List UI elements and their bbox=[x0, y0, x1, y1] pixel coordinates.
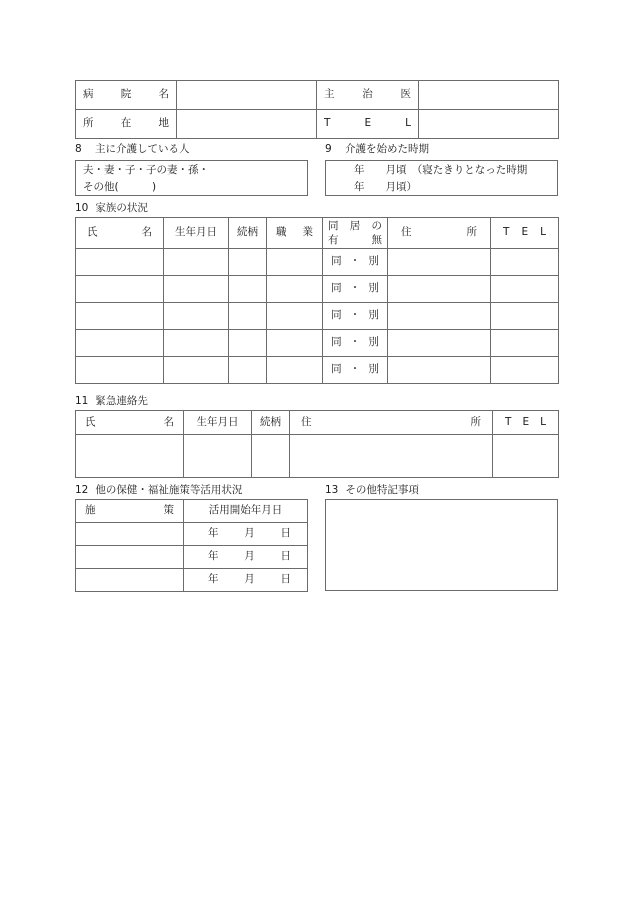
cohabit-option-separator: ・ bbox=[349, 336, 361, 349]
table-row bbox=[76, 303, 559, 330]
family-name-cell[interactable] bbox=[76, 303, 164, 330]
label-char: 所 bbox=[466, 226, 477, 239]
label-char: T bbox=[503, 226, 510, 239]
hospital-address-label bbox=[76, 110, 177, 139]
cohabit-option-together[interactable]: 同 bbox=[331, 282, 342, 295]
label-char: 院 bbox=[120, 88, 132, 101]
family-birthdate-cell[interactable] bbox=[164, 303, 229, 330]
family-cohabitation-cell[interactable] bbox=[323, 276, 388, 303]
hospital-name-field[interactable] bbox=[177, 81, 317, 110]
family-relation-cell[interactable] bbox=[229, 330, 267, 357]
family-tel-cell[interactable] bbox=[491, 303, 559, 330]
label-char: 施 bbox=[85, 504, 96, 517]
cohabit-option-separator: ・ bbox=[349, 309, 361, 322]
family-relation-cell[interactable] bbox=[229, 303, 267, 330]
cohabit-option-separate[interactable]: 別 bbox=[368, 363, 379, 376]
section-11-title: 緊急連絡先 bbox=[95, 395, 148, 407]
table-row bbox=[76, 523, 308, 546]
attending-doctor-field[interactable] bbox=[419, 81, 559, 110]
col-header-job bbox=[267, 218, 323, 249]
cohabit-option-together[interactable]: 同 bbox=[331, 309, 342, 322]
date-month-label: 月 bbox=[244, 550, 255, 563]
section-9-heading bbox=[325, 144, 429, 155]
emergency-address-cell[interactable] bbox=[290, 435, 493, 478]
label-char: E bbox=[522, 415, 530, 428]
section-13-title: その他特記事項 bbox=[345, 484, 419, 496]
label-char: 有 bbox=[328, 234, 339, 246]
col-header-tel bbox=[491, 218, 559, 249]
col-header-birthdate: 生年月日 bbox=[184, 411, 252, 435]
cohabit-option-separator: ・ bbox=[349, 363, 361, 376]
section-8-heading bbox=[75, 144, 190, 155]
table-row bbox=[76, 330, 559, 357]
family-name-cell[interactable] bbox=[76, 330, 164, 357]
col-header-address bbox=[388, 218, 491, 249]
family-cohabitation-cell[interactable] bbox=[323, 330, 388, 357]
family-job-cell[interactable] bbox=[267, 357, 323, 384]
section-8-number: 8 bbox=[75, 143, 82, 155]
label-char: 名 bbox=[163, 415, 174, 428]
col-header-name bbox=[76, 411, 184, 435]
table-row bbox=[76, 249, 559, 276]
col-header-birthdate: 生年月日 bbox=[164, 218, 229, 249]
label-char: E bbox=[521, 226, 529, 239]
label-char: 住 bbox=[401, 226, 412, 239]
family-tel-cell[interactable] bbox=[491, 330, 559, 357]
family-job-cell[interactable] bbox=[267, 330, 323, 357]
cohabit-option-separate[interactable]: 別 bbox=[368, 282, 379, 295]
family-address-cell[interactable] bbox=[388, 276, 491, 303]
section-11-heading bbox=[75, 396, 148, 407]
family-relation-cell[interactable] bbox=[229, 249, 267, 276]
family-name-cell[interactable] bbox=[76, 276, 164, 303]
col-header-tel bbox=[493, 411, 559, 435]
section-12-title: 他の保健・福祉施策等活用状況 bbox=[95, 484, 243, 496]
label-char: L bbox=[540, 415, 546, 428]
col-header-relation: 続柄 bbox=[252, 411, 290, 435]
family-status-table bbox=[75, 217, 559, 384]
cohabit-option-together[interactable]: 同 bbox=[331, 363, 342, 376]
table-row bbox=[76, 81, 559, 110]
hospital-name-label bbox=[76, 81, 177, 110]
label-char: 主 bbox=[324, 88, 335, 101]
cohabit-option-together[interactable]: 同 bbox=[331, 336, 342, 349]
family-relation-cell[interactable] bbox=[229, 357, 267, 384]
section-8-box[interactable] bbox=[75, 160, 308, 196]
date-day-label: 日 bbox=[280, 550, 291, 563]
hospital-info-table bbox=[75, 80, 559, 139]
section-8-line2: その他( ) bbox=[83, 181, 157, 193]
family-tel-cell[interactable] bbox=[491, 276, 559, 303]
family-address-cell[interactable] bbox=[388, 303, 491, 330]
family-relation-cell[interactable] bbox=[229, 276, 267, 303]
section-8-line1: 夫・妻・子・子の妻・孫・ bbox=[83, 164, 209, 176]
family-tel-cell[interactable] bbox=[491, 357, 559, 384]
cohabit-option-separate[interactable]: 別 bbox=[368, 336, 379, 349]
family-address-cell[interactable] bbox=[388, 357, 491, 384]
cohabit-option-together[interactable]: 同 bbox=[331, 255, 342, 268]
col-header-name bbox=[76, 218, 164, 249]
family-name-cell[interactable] bbox=[76, 249, 164, 276]
section-9-number: 9 bbox=[325, 143, 332, 155]
measure-start-date-cell[interactable] bbox=[184, 546, 308, 569]
emergency-relation-cell[interactable] bbox=[252, 435, 290, 478]
table-header-row bbox=[76, 411, 559, 435]
family-job-cell[interactable] bbox=[267, 276, 323, 303]
family-birthdate-cell[interactable] bbox=[164, 249, 229, 276]
table-row bbox=[76, 276, 559, 303]
measure-start-date-cell[interactable] bbox=[184, 569, 308, 592]
family-birthdate-cell[interactable] bbox=[164, 276, 229, 303]
label-char: 医 bbox=[400, 88, 411, 101]
section-9-line1: 年 月頃 （寝たきりとなった時期 bbox=[354, 164, 528, 176]
date-day-label: 日 bbox=[280, 573, 291, 586]
family-name-cell[interactable] bbox=[76, 357, 164, 384]
section-13-number: 13 bbox=[325, 484, 339, 496]
family-cohabitation-cell[interactable] bbox=[323, 357, 388, 384]
table-row bbox=[76, 435, 559, 478]
family-tel-cell[interactable] bbox=[491, 249, 559, 276]
label-char: の bbox=[371, 220, 382, 232]
date-year-label: 年 bbox=[208, 550, 219, 563]
label-char: 職 bbox=[276, 226, 287, 239]
section-10-number: 10 bbox=[75, 202, 89, 214]
date-day-label: 日 bbox=[280, 527, 291, 540]
col-header-measure bbox=[76, 500, 184, 523]
section-13-heading bbox=[325, 485, 419, 496]
section-8-title: 主に介護している人 bbox=[95, 143, 190, 155]
section-9-line2: 年 月頃） bbox=[354, 181, 417, 193]
family-job-cell[interactable] bbox=[267, 249, 323, 276]
measure-name-cell[interactable] bbox=[76, 569, 184, 592]
table-row bbox=[76, 110, 559, 139]
cohabit-option-separate[interactable]: 別 bbox=[368, 309, 379, 322]
date-month-label: 月 bbox=[244, 573, 255, 586]
label-char: 地 bbox=[158, 117, 169, 130]
emergency-birthdate-cell[interactable] bbox=[184, 435, 252, 478]
label-char: 名 bbox=[141, 226, 152, 239]
measure-start-date-cell[interactable] bbox=[184, 523, 308, 546]
col-header-address bbox=[290, 411, 493, 435]
table-header-row bbox=[76, 218, 559, 249]
label-char: 所 bbox=[83, 117, 94, 130]
emergency-name-cell[interactable] bbox=[76, 435, 184, 478]
label-char: 治 bbox=[362, 88, 373, 101]
cohabit-option-separator: ・ bbox=[349, 282, 361, 295]
label-char: T bbox=[505, 415, 512, 428]
family-cohabitation-cell[interactable] bbox=[323, 303, 388, 330]
label-char: 名 bbox=[158, 88, 169, 101]
section-12-number: 12 bbox=[75, 484, 89, 496]
table-row bbox=[76, 357, 559, 384]
hospital-address-field[interactable] bbox=[177, 110, 317, 139]
date-month-label: 月 bbox=[244, 527, 255, 540]
attending-doctor-label bbox=[317, 81, 419, 110]
label-char: 同 bbox=[328, 220, 339, 232]
table-header-row bbox=[76, 500, 308, 523]
col-header-cohabitation bbox=[323, 218, 388, 249]
section-10-title: 家族の状況 bbox=[95, 202, 148, 214]
section-10-heading bbox=[75, 203, 148, 214]
section-13-notes-box[interactable] bbox=[325, 499, 558, 591]
family-job-cell[interactable] bbox=[267, 303, 323, 330]
label-char: L bbox=[540, 226, 546, 239]
label-char: E bbox=[364, 117, 372, 130]
measure-name-cell[interactable] bbox=[76, 546, 184, 569]
family-birthdate-cell[interactable] bbox=[164, 357, 229, 384]
welfare-measures-table bbox=[75, 499, 308, 592]
cohabit-option-separate[interactable]: 別 bbox=[368, 255, 379, 268]
table-row bbox=[76, 569, 308, 592]
label-char: 在 bbox=[120, 117, 132, 130]
section-9-title: 介護を始めた時期 bbox=[345, 143, 429, 155]
label-char: 氏 bbox=[85, 415, 96, 428]
date-year-label: 年 bbox=[208, 527, 219, 540]
label-char: T bbox=[324, 117, 331, 130]
family-address-cell[interactable] bbox=[388, 330, 491, 357]
family-birthdate-cell[interactable] bbox=[164, 330, 229, 357]
cohabit-option-separator: ・ bbox=[349, 255, 361, 268]
section-11-number: 11 bbox=[75, 395, 89, 407]
label-char: 策 bbox=[163, 504, 174, 517]
label-char: L bbox=[405, 117, 411, 130]
label-char: 住 bbox=[301, 415, 312, 428]
label-char: 病 bbox=[83, 88, 94, 101]
emergency-tel-cell[interactable] bbox=[493, 435, 559, 478]
label-char: 所 bbox=[470, 415, 481, 428]
hospital-tel-label bbox=[317, 110, 419, 139]
section-12-heading bbox=[75, 485, 242, 496]
emergency-contact-table bbox=[75, 410, 559, 478]
col-header-relation: 続柄 bbox=[229, 218, 267, 249]
section-9-box[interactable] bbox=[325, 160, 558, 196]
col-header-start-date: 活用開始年月日 bbox=[184, 500, 308, 523]
label-char: 氏 bbox=[87, 226, 98, 239]
label-char: 無 bbox=[371, 234, 382, 246]
hospital-tel-field[interactable] bbox=[419, 110, 559, 139]
family-cohabitation-cell[interactable] bbox=[323, 249, 388, 276]
date-year-label: 年 bbox=[208, 573, 219, 586]
label-char: 居 bbox=[349, 220, 361, 232]
table-row bbox=[76, 546, 308, 569]
measure-name-cell[interactable] bbox=[76, 523, 184, 546]
family-address-cell[interactable] bbox=[388, 249, 491, 276]
label-char: 業 bbox=[302, 226, 313, 239]
